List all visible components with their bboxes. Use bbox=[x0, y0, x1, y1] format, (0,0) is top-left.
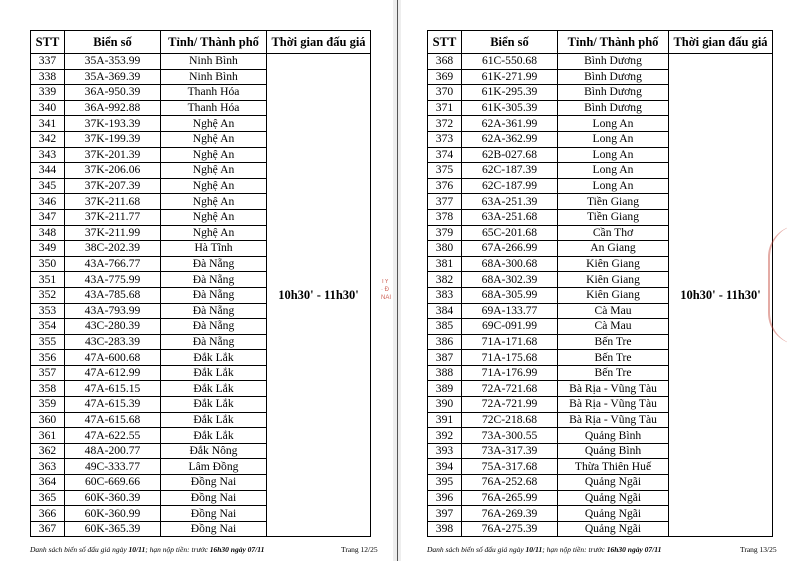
row-province: Long An bbox=[558, 116, 669, 132]
row-province: Bà Rịa - Vũng Tàu bbox=[558, 381, 669, 397]
footer-text: Danh sách biển số đấu giá ngày bbox=[30, 545, 127, 554]
row-province: Quảng Bình bbox=[558, 443, 669, 459]
row-province: Bà Rịa - Vũng Tàu bbox=[558, 397, 669, 413]
row-stt: 356 bbox=[31, 350, 65, 366]
header-plate: Biển số bbox=[65, 31, 161, 54]
row-stt: 337 bbox=[31, 54, 65, 70]
row-province: Nghệ An bbox=[161, 209, 267, 225]
row-stt: 357 bbox=[31, 365, 65, 381]
row-stt: 351 bbox=[31, 272, 65, 288]
row-province: Thanh Hóa bbox=[161, 85, 267, 101]
row-plate: 60K-365.39 bbox=[65, 521, 161, 537]
row-stt: 372 bbox=[428, 116, 462, 132]
row-province: Đà Nẵng bbox=[161, 303, 267, 319]
header-stt: STT bbox=[428, 31, 462, 54]
row-province: Bình Dương bbox=[558, 85, 669, 101]
row-province: Cần Thơ bbox=[558, 225, 669, 241]
row-stt: 348 bbox=[31, 225, 65, 241]
row-stt: 354 bbox=[31, 319, 65, 335]
row-stt: 353 bbox=[31, 303, 65, 319]
row-province: Hà Tĩnh bbox=[161, 241, 267, 257]
row-plate: 73A-300.55 bbox=[462, 428, 558, 444]
row-province: Đắk Lắk bbox=[161, 365, 267, 381]
row-plate: 63A-251.68 bbox=[462, 209, 558, 225]
row-plate: 47A-615.39 bbox=[65, 397, 161, 413]
row-plate: 38C-202.39 bbox=[65, 241, 161, 257]
row-plate: 47A-600.68 bbox=[65, 350, 161, 366]
row-plate: 47A-615.68 bbox=[65, 412, 161, 428]
row-province: Đồng Nai bbox=[161, 506, 267, 522]
row-plate: 71A-175.68 bbox=[462, 350, 558, 366]
row-stt: 395 bbox=[428, 475, 462, 491]
row-plate: 76A-265.99 bbox=[462, 490, 558, 506]
row-province: Tiền Giang bbox=[558, 209, 669, 225]
row-province: Đồng Nai bbox=[161, 521, 267, 537]
row-plate: 37K-207.39 bbox=[65, 178, 161, 194]
row-province: Nghệ An bbox=[161, 225, 267, 241]
row-stt: 359 bbox=[31, 397, 65, 413]
row-province: Quảng Ngãi bbox=[558, 475, 669, 491]
row-stt: 386 bbox=[428, 334, 462, 350]
row-province: Thừa Thiên Huế bbox=[558, 459, 669, 475]
row-plate: 62B-027.68 bbox=[462, 147, 558, 163]
row-province: Bình Dương bbox=[558, 69, 669, 85]
row-plate: 43C-283.39 bbox=[65, 334, 161, 350]
row-province: Bến Tre bbox=[558, 334, 669, 350]
row-stt: 385 bbox=[428, 319, 462, 335]
row-province: Nghệ An bbox=[161, 163, 267, 179]
row-stt: 371 bbox=[428, 100, 462, 116]
page-number-left: Trang 12/25 bbox=[341, 545, 378, 554]
left-table-body bbox=[31, 54, 371, 537]
row-stt: 381 bbox=[428, 256, 462, 272]
row-stt: 388 bbox=[428, 365, 462, 381]
row-plate: 43A-793.99 bbox=[65, 303, 161, 319]
row-stt: 349 bbox=[31, 241, 65, 257]
footer-deadline-text: ; hạn nộp tiền: trước bbox=[145, 545, 208, 554]
footer-deadline: 16h30 ngày 07/11 bbox=[209, 545, 265, 554]
row-plate: 76A-275.39 bbox=[462, 521, 558, 537]
row-province: Đà Nẵng bbox=[161, 272, 267, 288]
row-province: Cà Mau bbox=[558, 319, 669, 335]
row-stt: 378 bbox=[428, 209, 462, 225]
footer-text: Danh sách biển số đấu giá ngày bbox=[427, 545, 524, 554]
row-stt: 369 bbox=[428, 69, 462, 85]
row-plate: 48A-200.77 bbox=[65, 443, 161, 459]
row-plate: 36A-950.39 bbox=[65, 85, 161, 101]
row-province: Kiên Giang bbox=[558, 272, 669, 288]
row-plate: 47A-622.55 bbox=[65, 428, 161, 444]
footer-deadline: 16h30 ngày 07/11 bbox=[606, 545, 662, 554]
row-province: Cà Mau bbox=[558, 303, 669, 319]
row-plate: 75A-317.68 bbox=[462, 459, 558, 475]
row-stt: 362 bbox=[31, 443, 65, 459]
row-stt: 380 bbox=[428, 241, 462, 257]
row-plate: 61K-295.39 bbox=[462, 85, 558, 101]
header-time: Thời gian đấu giá bbox=[267, 31, 371, 54]
row-stt: 375 bbox=[428, 163, 462, 179]
row-plate: 35A-369.39 bbox=[65, 69, 161, 85]
row-province: Nghệ An bbox=[161, 116, 267, 132]
row-province: An Giang bbox=[558, 241, 669, 257]
row-province: Đà Nẵng bbox=[161, 334, 267, 350]
row-province: Nghệ An bbox=[161, 147, 267, 163]
row-plate: 69C-091.99 bbox=[462, 319, 558, 335]
row-plate: 43A-766.77 bbox=[65, 256, 161, 272]
row-stt: 382 bbox=[428, 272, 462, 288]
row-plate: 60K-360.99 bbox=[65, 506, 161, 522]
row-province: Bến Tre bbox=[558, 365, 669, 381]
row-plate: 61K-305.39 bbox=[462, 100, 558, 116]
row-plate: 37K-211.77 bbox=[65, 209, 161, 225]
row-stt: 345 bbox=[31, 178, 65, 194]
row-stt: 374 bbox=[428, 147, 462, 163]
row-stt: 352 bbox=[31, 287, 65, 303]
row-province: Đắk Lắk bbox=[161, 397, 267, 413]
row-stt: 360 bbox=[31, 412, 65, 428]
row-province: Đắk Lắk bbox=[161, 350, 267, 366]
row-plate: 68A-302.39 bbox=[462, 272, 558, 288]
row-plate: 63A-251.39 bbox=[462, 194, 558, 210]
row-plate: 37K-206.06 bbox=[65, 163, 161, 179]
red-stamp-fragment: TY · Đ NAI bbox=[381, 279, 392, 301]
row-plate: 71A-171.68 bbox=[462, 334, 558, 350]
row-stt: 343 bbox=[31, 147, 65, 163]
row-province: Nghệ An bbox=[161, 131, 267, 147]
row-province: Bến Tre bbox=[558, 350, 669, 366]
row-plate: 47A-612.99 bbox=[65, 365, 161, 381]
row-plate: 49C-333.77 bbox=[65, 459, 161, 475]
row-stt: 350 bbox=[31, 256, 65, 272]
footer-right bbox=[427, 545, 661, 554]
auction-time-cell: 10h30' - 11h30' bbox=[669, 54, 773, 537]
row-stt: 346 bbox=[31, 194, 65, 210]
row-province: Tiền Giang bbox=[558, 194, 669, 210]
row-plate: 47A-615.15 bbox=[65, 381, 161, 397]
row-stt: 366 bbox=[31, 506, 65, 522]
row-plate: 65C-201.68 bbox=[462, 225, 558, 241]
row-plate: 71A-176.99 bbox=[462, 365, 558, 381]
row-plate: 43A-785.68 bbox=[65, 287, 161, 303]
row-stt: 347 bbox=[31, 209, 65, 225]
row-plate: 72A-721.99 bbox=[462, 397, 558, 413]
row-stt: 367 bbox=[31, 521, 65, 537]
row-province: Bình Dương bbox=[558, 54, 669, 70]
row-stt: 358 bbox=[31, 381, 65, 397]
row-plate: 69A-133.77 bbox=[462, 303, 558, 319]
row-stt: 342 bbox=[31, 131, 65, 147]
right-plate-table bbox=[427, 30, 773, 537]
header-plate: Biển số bbox=[462, 31, 558, 54]
row-plate: 37K-201.39 bbox=[65, 147, 161, 163]
page-number-right: Trang 13/25 bbox=[740, 545, 777, 554]
row-province: Ninh Bình bbox=[161, 69, 267, 85]
footer-date: 10/11 bbox=[525, 545, 543, 554]
row-plate: 72A-721.68 bbox=[462, 381, 558, 397]
row-province: Đắk Lắk bbox=[161, 428, 267, 444]
footer-left bbox=[30, 545, 264, 554]
row-plate: 68A-305.99 bbox=[462, 287, 558, 303]
row-province: Quảng Bình bbox=[558, 428, 669, 444]
row-plate: 36A-992.88 bbox=[65, 100, 161, 116]
row-province: Bình Dương bbox=[558, 100, 669, 116]
footer-date: 10/11 bbox=[128, 545, 146, 554]
row-province: Kiên Giang bbox=[558, 287, 669, 303]
right-table-body bbox=[428, 54, 773, 537]
red-stamp-arc bbox=[768, 225, 787, 345]
row-plate: 62A-361.99 bbox=[462, 116, 558, 132]
row-stt: 392 bbox=[428, 428, 462, 444]
row-province: Quảng Ngãi bbox=[558, 521, 669, 537]
row-stt: 379 bbox=[428, 225, 462, 241]
footer-deadline-text: ; hạn nộp tiền: trước bbox=[542, 545, 605, 554]
row-stt: 394 bbox=[428, 459, 462, 475]
row-province: Long An bbox=[558, 147, 669, 163]
row-province: Long An bbox=[558, 178, 669, 194]
row-plate: 62A-362.99 bbox=[462, 131, 558, 147]
header-time: Thời gian đấu giá bbox=[669, 31, 773, 54]
row-province: Long An bbox=[558, 131, 669, 147]
header-stt: STT bbox=[31, 31, 65, 54]
row-plate: 61K-271.99 bbox=[462, 69, 558, 85]
row-stt: 390 bbox=[428, 397, 462, 413]
row-plate: 60C-669.66 bbox=[65, 475, 161, 491]
row-stt: 391 bbox=[428, 412, 462, 428]
row-stt: 377 bbox=[428, 194, 462, 210]
row-plate: 35A-353.99 bbox=[65, 54, 161, 70]
row-province: Đắk Lắk bbox=[161, 381, 267, 397]
row-stt: 387 bbox=[428, 350, 462, 366]
table-row bbox=[428, 54, 773, 70]
row-plate: 43C-280.39 bbox=[65, 319, 161, 335]
row-stt: 393 bbox=[428, 443, 462, 459]
row-stt: 396 bbox=[428, 490, 462, 506]
row-plate: 67A-266.99 bbox=[462, 241, 558, 257]
row-stt: 368 bbox=[428, 54, 462, 70]
row-province: Đà Nẵng bbox=[161, 319, 267, 335]
row-plate: 76A-269.39 bbox=[462, 506, 558, 522]
row-stt: 339 bbox=[31, 85, 65, 101]
row-plate: 37K-193.39 bbox=[65, 116, 161, 132]
row-stt: 384 bbox=[428, 303, 462, 319]
row-plate: 43A-775.99 bbox=[65, 272, 161, 288]
row-plate: 62C-187.39 bbox=[462, 163, 558, 179]
row-stt: 383 bbox=[428, 287, 462, 303]
row-province: Thanh Hóa bbox=[161, 100, 267, 116]
left-plate-table bbox=[30, 30, 371, 537]
row-province: Nghệ An bbox=[161, 194, 267, 210]
row-province: Ninh Bình bbox=[161, 54, 267, 70]
row-stt: 373 bbox=[428, 131, 462, 147]
row-province: Đà Nẵng bbox=[161, 256, 267, 272]
row-plate: 60K-360.39 bbox=[65, 490, 161, 506]
row-province: Đồng Nai bbox=[161, 475, 267, 491]
row-plate: 37K-199.39 bbox=[65, 131, 161, 147]
row-province: Quảng Ngãi bbox=[558, 490, 669, 506]
row-plate: 37K-211.99 bbox=[65, 225, 161, 241]
auction-time-cell: 10h30' - 11h30' bbox=[267, 54, 371, 537]
row-stt: 389 bbox=[428, 381, 462, 397]
row-stt: 338 bbox=[31, 69, 65, 85]
row-plate: 37K-211.68 bbox=[65, 194, 161, 210]
header-province: Tỉnh/ Thành phố bbox=[161, 31, 267, 54]
row-stt: 361 bbox=[31, 428, 65, 444]
row-province: Lâm Đồng bbox=[161, 459, 267, 475]
row-stt: 363 bbox=[31, 459, 65, 475]
row-stt: 370 bbox=[428, 85, 462, 101]
row-stt: 364 bbox=[31, 475, 65, 491]
row-province: Đồng Nai bbox=[161, 490, 267, 506]
row-stt: 341 bbox=[31, 116, 65, 132]
table-row bbox=[31, 54, 371, 70]
row-province: Đà Nẵng bbox=[161, 287, 267, 303]
row-plate: 73A-317.39 bbox=[462, 443, 558, 459]
row-stt: 340 bbox=[31, 100, 65, 116]
row-province: Quảng Ngãi bbox=[558, 506, 669, 522]
row-province: Nghệ An bbox=[161, 178, 267, 194]
row-province: Đắk Lắk bbox=[161, 412, 267, 428]
row-province: Long An bbox=[558, 163, 669, 179]
row-plate: 76A-252.68 bbox=[462, 475, 558, 491]
row-stt: 365 bbox=[31, 490, 65, 506]
row-plate: 61C-550.68 bbox=[462, 54, 558, 70]
row-stt: 376 bbox=[428, 178, 462, 194]
row-province: Kiên Giang bbox=[558, 256, 669, 272]
row-stt: 355 bbox=[31, 334, 65, 350]
row-province: Đắk Nông bbox=[161, 443, 267, 459]
row-plate: 62C-187.99 bbox=[462, 178, 558, 194]
row-province: Bà Rịa - Vũng Tàu bbox=[558, 412, 669, 428]
row-stt: 398 bbox=[428, 521, 462, 537]
header-province: Tỉnh/ Thành phố bbox=[558, 31, 669, 54]
row-plate: 72C-218.68 bbox=[462, 412, 558, 428]
row-stt: 397 bbox=[428, 506, 462, 522]
row-stt: 344 bbox=[31, 163, 65, 179]
row-plate: 68A-300.68 bbox=[462, 256, 558, 272]
